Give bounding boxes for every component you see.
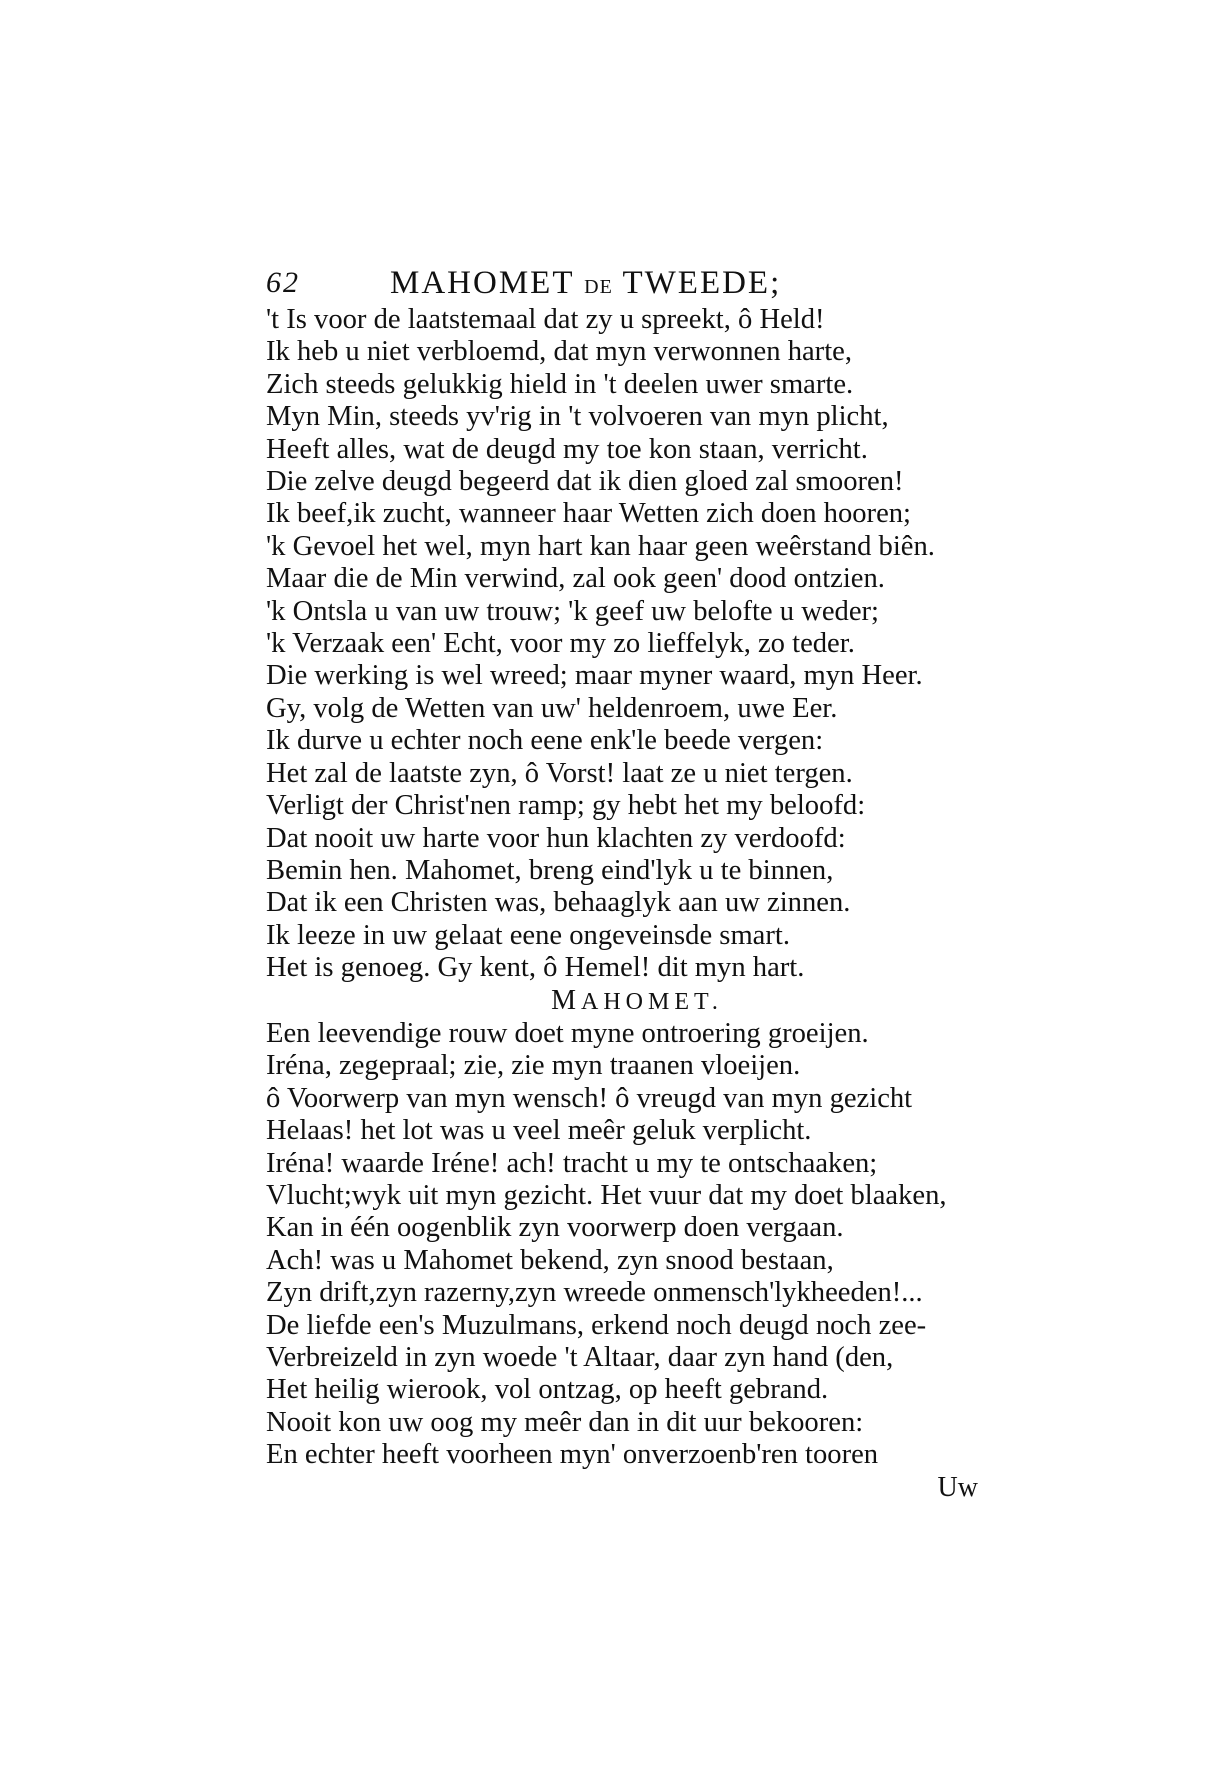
verse-line: Bemin hen. Mahomet, breng eind'lyk u te binnen, xyxy=(266,854,834,886)
verse-line: Ik heb u niet verbloemd, dat myn verwonnen harte, xyxy=(266,336,852,368)
running-title-small: DE xyxy=(584,276,613,298)
catchword: Uw xyxy=(937,1471,978,1503)
verse-block-irena xyxy=(266,304,978,985)
verse-line: En echter heeft voorheen myn' onverzoenb'ren tooren xyxy=(266,1439,879,1471)
verse-line: Verligt der Christ'nen ramp; gy hebt het my beloofd: xyxy=(266,790,866,822)
book-page xyxy=(266,262,978,1504)
verse-line: 'k Ontsla u van uw trouw; 'k geef uw belofte u weder; xyxy=(266,595,879,627)
verse-line: Myn Min, steeds yv'rig in 't volvoeren van myn plicht, xyxy=(266,401,889,433)
verse-line: Heeft alles, wat de deugd my toe kon staan, verricht. xyxy=(266,433,868,465)
verse-line: Iréna! waarde Iréne! ach! tracht u my te ontschaaken; xyxy=(266,1147,878,1179)
running-title-part2: TWEEDE; xyxy=(612,265,782,301)
verse-line: Iréna, zegepraal; zie, zie myn traanen vloeijen. xyxy=(266,1050,801,1082)
verse-line: Verbreizeld in zyn woede 't Altaar, daar zyn hand (den, xyxy=(266,1342,894,1373)
verse-line: Een leevendige rouw doet myne ontroering groeijen. xyxy=(266,1017,869,1049)
speaker-rest: AHOMET. xyxy=(581,988,723,1015)
verse-line: Zich steeds gelukkig hield in 't deelen uwer smarte. xyxy=(266,368,854,400)
verse-line: Dat nooit uw harte voor hun klachten zy verdoofd: xyxy=(266,822,846,854)
verse-line: Maar die de Min verwind, zal ook geen' dood ontzien. xyxy=(266,563,885,595)
verse-line: Zyn drift,zyn razerny,zyn wreede onmensch'lykheeden!... xyxy=(266,1277,923,1309)
verse-line: Helaas! het lot was u veel meêr geluk verplicht. xyxy=(266,1115,812,1147)
verse-line: Ik leeze in uw gelaat eene ongeveinsde smart. xyxy=(266,919,790,951)
verse-line: Die zelve deugd begeerd dat ik dien gloed zal smooren! xyxy=(266,466,904,498)
verse-line: Het heilig wierook, vol ontzag, op heeft gebrand. xyxy=(266,1374,829,1406)
verse-line: 't Is voor de laatstemaal dat zy u spreekt, ô Held! xyxy=(266,304,825,335)
verse-line: Het zal de laatste zyn, ô Vorst! laat ze u niet tergen. xyxy=(266,757,853,789)
verse-line: Kan in één oogenblik zyn voorwerp doen vergaan. xyxy=(266,1212,844,1244)
verse-line: Het is genoeg. Gy kent, ô Hemel! dit myn hart. xyxy=(266,952,805,984)
verse-line: Ach! was u Mahomet bekend, zyn snood bestaan, xyxy=(266,1244,834,1276)
verse-line: Gy, volg de Wetten van uw' heldenroem, uwe Eer. xyxy=(266,692,838,724)
verse-line: Die werking is wel wreed; maar myner waard, myn Heer. xyxy=(266,660,923,692)
page-number: 62 xyxy=(266,266,300,299)
verse-line: Vlucht;wyk uit myn gezicht. Het vuur dat my doet blaaken, xyxy=(266,1179,947,1211)
verse-line: Ik beef,ik zucht, wanneer haar Wetten zich doen hooren; xyxy=(266,498,912,530)
running-head xyxy=(266,262,978,304)
verse-line: De liefde een's Muzulmans, erkend noch deugd noch zee- xyxy=(266,1309,927,1341)
verse-line: Ik durve u echter noch eene enk'le beede vergen: xyxy=(266,725,824,757)
verse-line: Nooit kon uw oog my meêr dan in dit uur bekooren: xyxy=(266,1406,864,1438)
verse-line: ô Voorwerp van myn wensch! ô vreugd van myn gezicht xyxy=(266,1082,913,1114)
speaker-heading xyxy=(266,985,978,1018)
verse-block-mahomet xyxy=(266,1018,978,1472)
running-title xyxy=(390,262,781,308)
verse-line: 'k Gevoel het wel, myn hart kan haar geen weêrstand biên. xyxy=(266,530,935,562)
running-title-part1: MAHOMET xyxy=(390,265,585,301)
verse-line: 'k Verzaak een' Echt, voor my zo lieffelyk, zo teder. xyxy=(266,628,855,660)
verse-line: Dat ik een Christen was, behaaglyk aan uw zinnen. xyxy=(266,887,851,919)
speaker-initial: M xyxy=(551,984,582,1016)
